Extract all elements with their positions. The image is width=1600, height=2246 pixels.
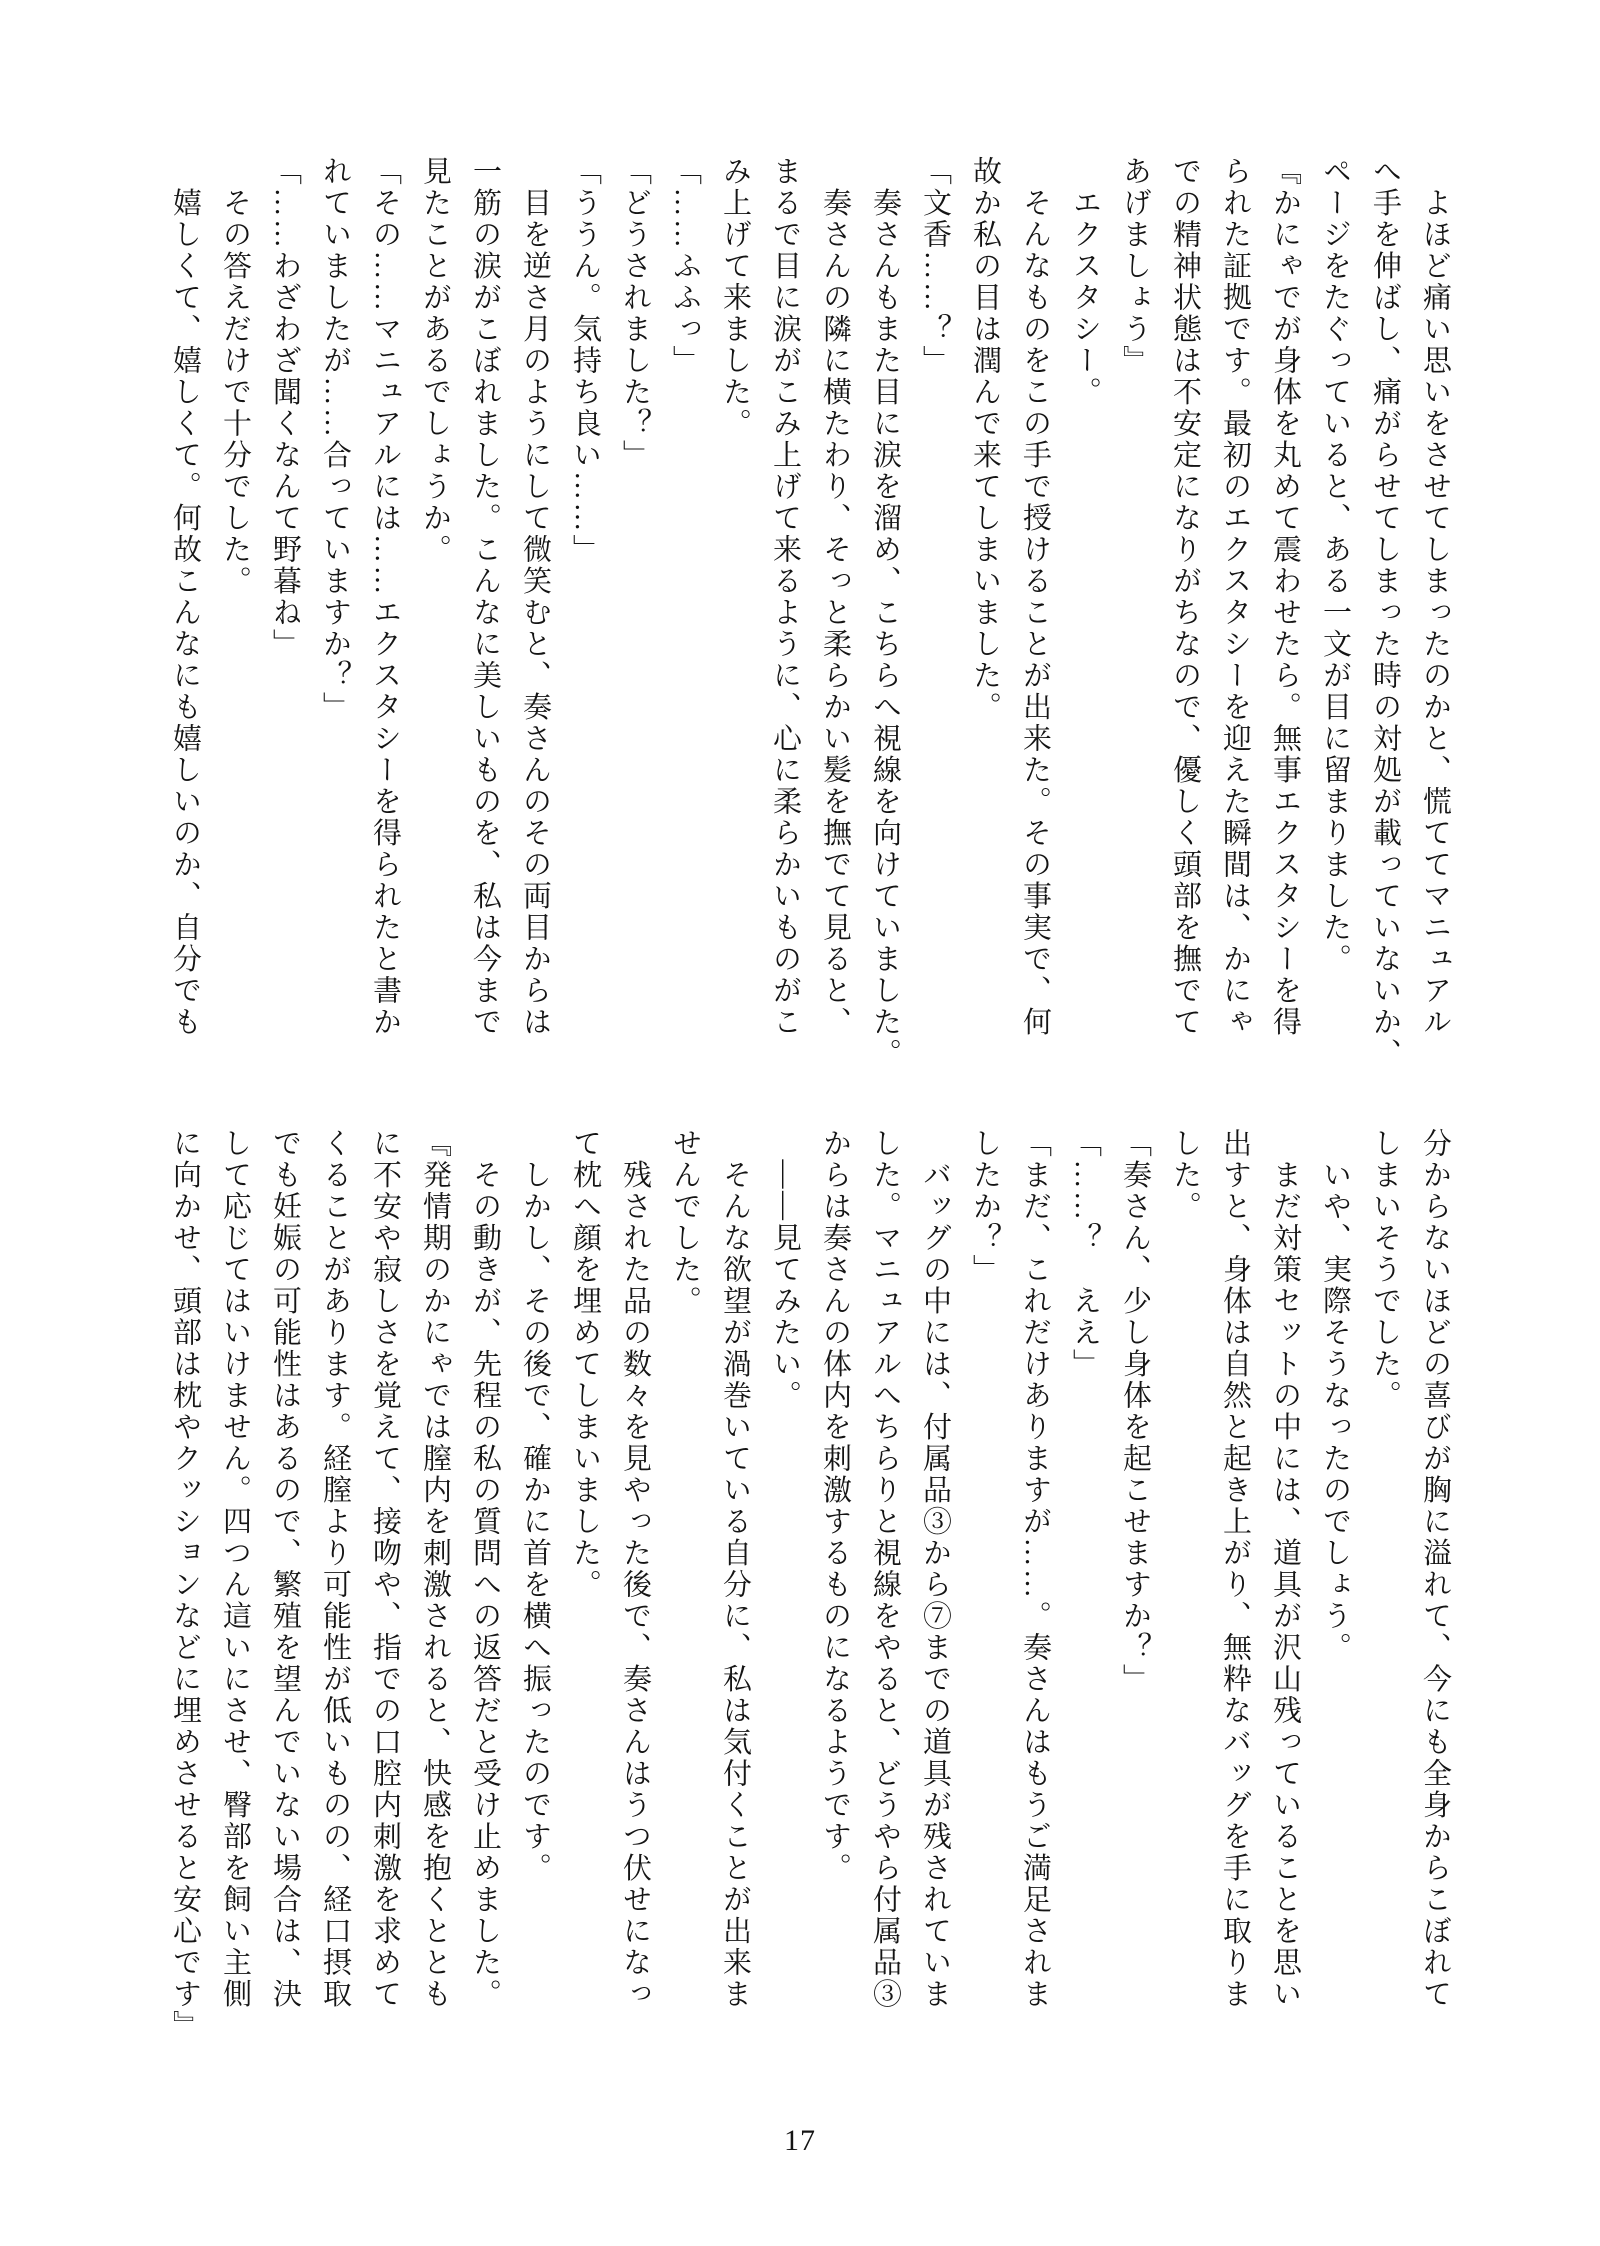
text-column: その動きが、先程の私の質問への返答だと受け止めました。 <box>469 1128 501 2010</box>
text-column: に向かせ、頭部は枕やクッションなどに埋めさせると安心です』 <box>169 1128 201 2042</box>
text-column: しまいそうでした。 <box>1369 1128 1401 1412</box>
text-column: 故か私の目は潤んで来てしまいました。 <box>969 156 1001 723</box>
text-column: 「……わざわざ聞くなんて野暮ね」 <box>269 156 301 660</box>
text-column: あげましょう』 <box>1119 156 1151 377</box>
text-column: 「その……マニュアルには……エクスタシーを得られたと書か <box>369 156 401 1038</box>
text-column: したか？」 <box>969 1128 1001 1286</box>
text-column: での精神状態は不安定になりがちなので、優しく頭部を撫でて <box>1169 156 1201 1038</box>
text-column: でも妊娠の可能性はあるので、繁殖を望んでいない場合は、決 <box>269 1128 301 2010</box>
text-column: 「どうされました？」 <box>619 156 651 471</box>
text-column: いや、実際そうなったのでしょう。 <box>1319 1128 1351 1664</box>
page-number: 17 <box>784 2124 816 2157</box>
text-column: 一筋の涙がこぼれました。こんなに美しいものを、私は今まで <box>469 156 501 1038</box>
text-column: からは奏さんの体内を刺激するものになるようです。 <box>819 1128 851 1884</box>
text-column: した。マニュアルへちらりと視線をやると、どうやら付属品③ <box>869 1128 901 2010</box>
text-column: に不安や寂しさを覚えて、接吻や、指での口腔内刺激を求めて <box>369 1128 401 2010</box>
text-column: 分からないほどの喜びが胸に溢れて、今にも全身からこぼれて <box>1419 1128 1451 2010</box>
text-column: した。 <box>1169 1128 1201 1223</box>
text-column: せんでした。 <box>669 1128 701 1317</box>
text-column: その答えだけで十分でした。 <box>219 156 251 597</box>
text-block-bottom <box>160 1128 1460 2042</box>
text-column: そんな欲望が渦巻いている自分に、私は気付くことが出来ま <box>719 1128 751 2010</box>
text-column: へ手を伸ばし、痛がらせてしまった時の対処が載っていないか、 <box>1369 156 1401 1070</box>
text-column: ページをたぐっていると、ある一文が目に留まりました。 <box>1319 156 1351 975</box>
text-column: 「まだ、これだけありますが……。奏さんはもうご満足されま <box>1019 1128 1051 2010</box>
text-column: 『かにゃでが身体を丸めて震わせたら。無事エクスタシーを得 <box>1269 156 1301 1038</box>
text-column: み上げて来ました。 <box>719 156 751 440</box>
text-column: 『発情期のかにゃでは膣内を刺激されると、快感を抱くととも <box>419 1128 451 2010</box>
text-column: 「……ふふっ」 <box>669 156 701 377</box>
text-column: よほど痛い思いをさせてしまったのかと、慌ててマニュアル <box>1419 156 1451 1038</box>
text-column: 「文香……？」 <box>919 156 951 377</box>
text-column: て枕へ顔を埋めてしまいました。 <box>569 1128 601 1601</box>
text-column: そんなものをこの手で授けることが出来た。その事実で、何 <box>1019 156 1051 1038</box>
text-column: バッグの中には、付属品③から⑦までの道具が残されていま <box>919 1128 951 2010</box>
text-column: まだ対策セットの中には、道具が沢山残っていることを思い <box>1269 1128 1301 2010</box>
text-column: くることがあります。経膣より可能性が低いものの、経口摂取 <box>319 1128 351 2010</box>
text-column: ――見てみたい。 <box>769 1128 801 1412</box>
text-column: 嬉しくて、嬉しくて。何故こんなにも嬉しいのか、自分でも <box>169 156 201 1038</box>
text-column: られた証拠です。最初のエクスタシーを迎えた瞬間は、かにゃ <box>1219 156 1251 1038</box>
text-column: して応じてはいけません。四つん這いにさせ、臀部を飼い主側 <box>219 1128 251 2010</box>
text-column: 出すと、身体は自然と起き上がり、無粋なバッグを手に取りま <box>1219 1128 1251 2010</box>
text-column: 奏さんもまた目に涙を溜め、こちらへ視線を向けていました。 <box>869 156 901 1070</box>
text-column: エクスタシー。 <box>1069 156 1101 408</box>
text-column: 「……？ ええ」 <box>1069 1128 1101 1380</box>
text-column: 目を逆さ月のようにして微笑むと、奏さんのその両目からは <box>519 156 551 1038</box>
text-column: 残された品の数々を見やった後で、奏さんはうつ伏せになっ <box>619 1128 651 2010</box>
text-column: 見たことがあるでしょうか。 <box>419 156 451 566</box>
text-column: 奏さんの隣に横たわり、そっと柔らかい髪を撫でて見ると、 <box>819 156 851 1038</box>
text-column: しかし、その後で、確かに首を横へ振ったのです。 <box>519 1128 551 1884</box>
text-column: まるで目に涙がこみ上げて来るように、心に柔らかいものがこ <box>769 156 801 1038</box>
text-column: 「ううん。気持ち良い……」 <box>569 156 601 566</box>
text-block-top <box>160 156 1460 1070</box>
text-column: れていましたが……合っていますか？」 <box>319 156 351 723</box>
text-column: 「奏さん、少し身体を起こせますか？」 <box>1119 1128 1151 1695</box>
